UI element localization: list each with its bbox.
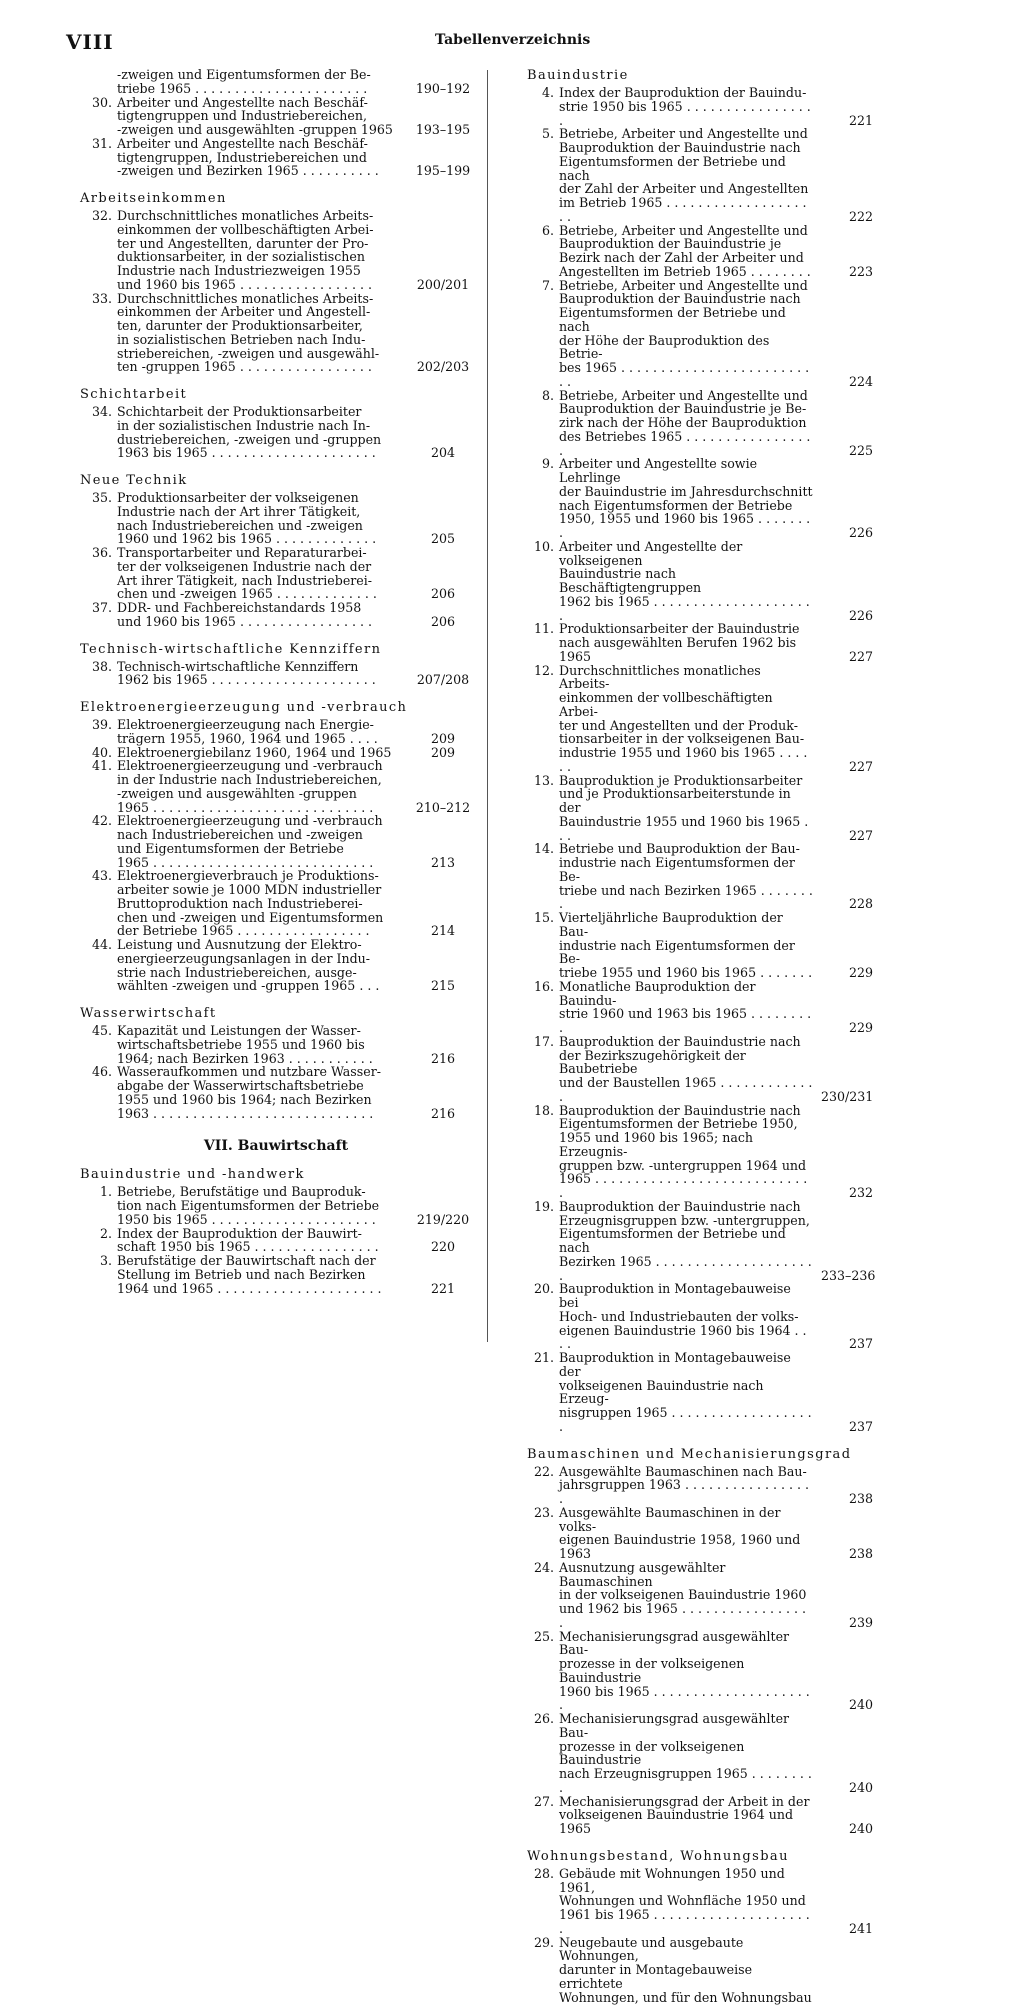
entry-title: Leistung und Ausnutzung der Elektro- energieerzeugungsanlagen in der Indu- strie nach Industriebereichen, ausge- wählten -zweigen und -gruppen 1965 . . . bbox=[117, 937, 380, 994]
section-heading: Elektroenergieerzeugung und -verbrauch bbox=[80, 700, 408, 715]
entry-number: 13. bbox=[533, 772, 554, 788]
entry-page-ref: 209 bbox=[430, 744, 456, 760]
entry-page-ref: 222 bbox=[848, 208, 873, 224]
entry-number: 6. bbox=[541, 222, 554, 238]
entry-page-ref: 237 bbox=[848, 1418, 873, 1434]
entry-title: Bauproduktion der Bauindustrie nach Eigentumsformen der Betriebe 1950, 1955 und 1960 bis 1965; nach Erzeugnis- gruppen bzw. -untergruppen 1964 und 1965 . . . . . . . . . . . . . . . . . . . . . . . . . . . . bbox=[559, 1102, 808, 1200]
entry-page-ref: 238 bbox=[848, 1546, 873, 1561]
entry-number: 4. bbox=[541, 85, 554, 100]
entry-number: 44. bbox=[91, 937, 112, 952]
section-heading: Bauindustrie und -handwerk bbox=[80, 1167, 305, 1183]
toc-entry bbox=[80, 869, 472, 938]
toc-entry bbox=[80, 759, 472, 814]
entry-title: Betriebe und Bauproduktion der Bau- industrie nach Eigentumsformen der Be- triebe und nach Bezirken 1965 . . . . . . . . bbox=[559, 841, 813, 912]
section-heading: Schichtarbeit bbox=[80, 387, 188, 402]
entry-page-ref: 229 bbox=[848, 1020, 873, 1035]
entry-page-ref: 227 bbox=[848, 758, 873, 774]
entry-title: Ausnutzung ausgewählter Baumaschinen in der volkseigenen Bauindustrie 1960 und 1962 bis 1965 . . . . . . . . . . . . . . . . . bbox=[559, 1559, 807, 1630]
entry-page-ref: 241 bbox=[848, 1920, 873, 1936]
toc-entry bbox=[80, 405, 472, 460]
toc-entry bbox=[80, 1185, 472, 1226]
entry-number: 31. bbox=[91, 135, 112, 151]
entry-number: 43. bbox=[91, 868, 112, 884]
entry-number: 38. bbox=[91, 658, 112, 674]
toc-entry bbox=[80, 292, 472, 375]
toc-entry bbox=[527, 540, 877, 623]
entry-page-ref: 228 bbox=[848, 896, 873, 912]
toc-entry bbox=[80, 209, 472, 292]
section-heading: Technisch-wirtschaftliche Kennziffern bbox=[80, 641, 382, 657]
entry-number: 15. bbox=[533, 910, 554, 925]
entry-number: 21. bbox=[533, 1350, 554, 1365]
entry-number: 3. bbox=[99, 1253, 112, 1268]
toc-entry bbox=[527, 1465, 877, 1506]
toc-entry bbox=[80, 68, 472, 96]
section-heading: Arbeitseinkommen bbox=[80, 191, 227, 206]
entry-page-ref: 205 bbox=[430, 531, 456, 547]
section-heading: Wohnungsbestand, Wohnungsbau bbox=[527, 1848, 789, 1864]
entry-number: 37. bbox=[91, 600, 112, 615]
entry-number: 26. bbox=[533, 1711, 554, 1726]
entry-page-ref: 229 bbox=[848, 965, 873, 980]
toc-entry bbox=[527, 1867, 877, 1936]
entry-number: 5. bbox=[541, 126, 554, 142]
entry-page-ref: 209 bbox=[430, 730, 456, 746]
entry-page-ref: 215 bbox=[430, 978, 456, 994]
entry-page-ref: 216 bbox=[430, 1105, 456, 1121]
entry-title: Kapazität und Leistungen der Wasser- wirtschaftsbetriebe 1955 und 1960 bis 1964; nach Bezirken 1963 . . . . . . . . . . . bbox=[117, 1023, 373, 1066]
entry-title: Vierteljährliche Bauproduktion der Bau- industrie nach Eigentumsformen der Be- triebe 1955 und 1960 bis 1965 . . . . . . . bbox=[559, 910, 813, 980]
entry-page-ref: 227 bbox=[848, 827, 873, 843]
entry-page-ref: 232 bbox=[848, 1185, 873, 1200]
entry-number: 19. bbox=[533, 1198, 554, 1214]
entry-title: Arbeiter und Angestellte nach Beschäf- tigtengruppen, Industriebereichen und -zweigen und Bezirken 1965 . . . . . . . . . . bbox=[117, 135, 379, 179]
column-rule bbox=[487, 70, 488, 1342]
toc-entry bbox=[527, 1630, 877, 1713]
entry-title: Durchschnittliches monatliches Arbeits- einkommen der Arbeiter und Angestell- ten, darunter der Produktionsarbeiter, in sozialistischen Betrieben nach Indu- striebereichen, -zweigen und ausgewähl- ten -gruppen 1965 . . . . . . . . . . . . . . . . . bbox=[117, 290, 380, 375]
toc-entry bbox=[527, 664, 877, 774]
toc-entry bbox=[527, 842, 877, 911]
entry-number: 45. bbox=[91, 1023, 112, 1038]
entry-title: Bauproduktion der Bauindustrie nach Erzeugnisgruppen bzw. -untergruppen, Eigentumsformen der Betriebe und nach Bezirken 1965 . . . . . . . . . . . . . . . . . . . . . bbox=[559, 1198, 812, 1283]
entry-number: 10. bbox=[533, 538, 554, 554]
entry-title: Index der Bauproduktion der Bauindu- strie 1950 bis 1965 . . . . . . . . . . . . . . . . . bbox=[559, 85, 811, 128]
entry-title: Bauproduktion in Montagebauweise der volkseigenen Bauindustrie nach Erzeug- nisgruppen 1965 . . . . . . . . . . . . . . . . . . . bbox=[559, 1350, 812, 1434]
toc-entry bbox=[80, 1024, 472, 1065]
entry-title: Technisch-wirtschaftliche Kennziffern 1962 bis 1965 . . . . . . . . . . . . . . . . . . . . . bbox=[117, 658, 376, 688]
entry-title: Bauproduktion in Montagebauweise bei Hoch- und Industriebauten der volks- eigenen Bauindustrie 1960 bis 1964 . . . . bbox=[559, 1281, 807, 1352]
running-head: Tabellenverzeichnis bbox=[435, 32, 591, 48]
entry-page-ref: 233–236 bbox=[821, 1267, 876, 1283]
entry-title: Bauproduktion je Produktionsarbeiter und je Produktionsarbeiterstunde in der Bauindustrie 1955 und 1960 bis 1965 . . . bbox=[559, 772, 809, 843]
entry-title: Transportarbeiter und Reparaturarbei- ter der volkseigenen Industrie nach der Art ihrer Tätigkeit, nach Industrieberei- chen und -zweigen 1965 . . . . . . . . . . . . . bbox=[117, 545, 377, 602]
entry-number: 12. bbox=[533, 662, 554, 678]
entry-number bbox=[80, 68, 117, 96]
entry-number: 11. bbox=[533, 621, 554, 637]
left-column bbox=[80, 68, 472, 1295]
section-heading: Baumaschinen und Mechanisierungsgrad bbox=[527, 1446, 852, 1462]
entry-page-ref: 216 bbox=[430, 1050, 456, 1066]
entry-number: 32. bbox=[91, 208, 112, 223]
entry-title: Ausgewählte Baumaschinen nach Bau- jahrsgruppen 1963 . . . . . . . . . . . . . . . . . bbox=[559, 1463, 810, 1506]
toc-entry bbox=[527, 457, 877, 540]
section-heading: Neue Technik bbox=[80, 473, 188, 488]
entry-title: Gebäude mit Wohnungen 1950 und 1961, Wohnungen und Wohnfläche 1950 und 1961 bis 1965 . . . . . . . . . . . . . . . . . . . . . bbox=[559, 1865, 810, 1936]
entry-title: Index der Bauproduktion der Bauwirt- schaft 1950 bis 1965 . . . . . . . . . . . . . . . . bbox=[117, 1225, 379, 1255]
entry-page-ref: 240 bbox=[848, 1821, 873, 1836]
entry-number: 36. bbox=[91, 545, 112, 560]
entry-page-ref: 220 bbox=[430, 1239, 456, 1255]
entry-page-ref: 224 bbox=[848, 373, 873, 389]
toc-entry bbox=[527, 911, 877, 980]
toc-entry bbox=[80, 1254, 472, 1295]
entry-title: Betriebe, Berufstätige und Bauproduk- tion nach Eigentumsformen der Betriebe 1950 bis 1965 . . . . . . . . . . . . . . . . . . . . . bbox=[117, 1184, 380, 1227]
entry-page-ref: 225 bbox=[848, 442, 873, 458]
entry-title: Elektroenergieverbrauch je Produktions- arbeiter sowie je 1000 MDN industrieller Bruttoproduktion nach Industrieberei- chen und -zweigen und Eigentumsformen der Betriebe 1965 . . . . . . . . . . . . . . . . . bbox=[117, 868, 384, 939]
entry-title: Mechanisierungsgrad ausgewählter Bau- prozesse in der volkseigenen Bauindustrie 1960 bis 1965 . . . . . . . . . . . . . . . . . . . . . bbox=[559, 1628, 810, 1713]
entry-number: 7. bbox=[541, 277, 554, 293]
entry-title: Elektroenergieerzeugung nach Energie- trägern 1955, 1960, 1964 und 1965 . . . . bbox=[117, 717, 378, 746]
entry-number: 28. bbox=[533, 1865, 554, 1881]
entry-number: 29. bbox=[533, 1934, 554, 1950]
entry-page-ref: 206 bbox=[430, 586, 456, 602]
entry-page-ref: 221 bbox=[848, 112, 873, 128]
entry-number: 16. bbox=[533, 978, 554, 994]
entry-page-ref: 213 bbox=[430, 854, 456, 870]
entry-number: 46. bbox=[91, 1064, 112, 1080]
entry-title: Betriebe, Arbeiter und Angestellte und Bauproduktion der Bauindustrie nach Eigentumsformen der Betriebe und nach der Zahl der Arbeiter und Angestellten im Betrieb 1965 . . . . . . . . . . . . . . . . . . . . bbox=[559, 126, 809, 224]
entry-number: 39. bbox=[91, 717, 112, 732]
entry-page-ref: 214 bbox=[430, 923, 456, 939]
toc-entry bbox=[527, 1282, 877, 1351]
entry-title: Mechanisierungsgrad der Arbeit in der volkseigenen Bauindustrie 1964 und 1965 bbox=[559, 1793, 810, 1836]
entry-number: 23. bbox=[533, 1504, 554, 1520]
entry-number: 41. bbox=[91, 758, 112, 774]
entry-title: Elektroenergiebilanz 1960, 1964 und 1965 bbox=[117, 744, 392, 760]
toc-entry bbox=[527, 1795, 877, 1836]
part-heading: VII. Bauwirtschaft bbox=[203, 1138, 349, 1155]
section-heading: Bauindustrie bbox=[527, 68, 629, 83]
entry-title: Arbeiter und Angestellte nach Beschäf- tigtengruppen und Industriebereichen, -zweigen und ausgewählten -gruppen 1965 bbox=[117, 94, 393, 137]
toc-entry bbox=[527, 86, 877, 127]
entry-number: 9. bbox=[541, 456, 554, 472]
entry-title: Berufstätige der Bauwirtschaft nach der Stellung im Betrieb und nach Bezirken 1964 und 1965 . . . . . . . . . . . . . . . . . . . . . bbox=[117, 1253, 382, 1296]
entry-number: 14. bbox=[533, 841, 554, 857]
entry-page-ref: 240 bbox=[848, 1779, 873, 1795]
toc-entry bbox=[80, 938, 472, 993]
toc-entry bbox=[80, 96, 472, 137]
entry-number: 34. bbox=[91, 404, 112, 419]
toc-entry bbox=[80, 718, 472, 746]
entry-number: 25. bbox=[533, 1628, 554, 1644]
entry-page-ref: 227 bbox=[848, 648, 873, 664]
entry-title: Betriebe, Arbeiter und Angestellte und Bauproduktion der Bauindustrie je Be- zirk nach der Höhe der Bauproduktion des Betriebes 1965 . . . . . . . . . . . . . . . . . bbox=[559, 387, 811, 458]
entry-page-ref: 226 bbox=[848, 607, 873, 623]
entry-title: Wasseraufkommen und nutzbare Wasser- abgabe der Wasserwirtschaftsbetriebe 1955 und 1960 bis 1964; nach Bezirken 1963 . . . . . . . . . . . . . . . . . . . . . . . . . . . . bbox=[117, 1064, 381, 1121]
entry-page-ref: 206 bbox=[430, 613, 456, 629]
toc-entry bbox=[80, 1065, 472, 1120]
toc-entry bbox=[527, 1561, 877, 1630]
toc-entry bbox=[80, 1227, 472, 1255]
entry-title: Neugebaute und ausgebaute Wohnungen, darunter in Montagebauweise errichtete Wohnungen, und für den Wohnungsbau bbox=[559, 1934, 812, 2005]
toc-entry bbox=[80, 660, 472, 688]
entry-title: Elektroenergieerzeugung und -verbrauch in der Industrie nach Industriebereichen, -zweigen und ausgewählten -gruppen 1965 . . . . . . . . . . . . . . . . . . . . . . . . . . . . bbox=[117, 758, 383, 815]
entry-page-ref: 202/203 bbox=[416, 359, 470, 375]
entry-title: Ausgewählte Baumaschinen in der volks- eigenen Bauindustrie 1958, 1960 und 1963 bbox=[559, 1504, 801, 1561]
entry-number: 33. bbox=[91, 290, 112, 306]
entry-page-ref: 238 bbox=[848, 1491, 873, 1506]
entry-page-ref: 210–212 bbox=[415, 799, 471, 815]
entry-number: 20. bbox=[533, 1281, 554, 1297]
entry-number: 18. bbox=[533, 1102, 554, 1118]
toc-entry bbox=[527, 622, 877, 663]
entry-title: DDR- und Fachbereichstandards 1958 und 1960 bis 1965 . . . . . . . . . . . . . . . . . bbox=[117, 600, 373, 629]
entry-title: Elektroenergieerzeugung und -verbrauch nach Industriebereichen und -zweigen und Eigentumsformen der Betriebe 1965 . . . . . . . . . . . . . . . . . . . . . . . . . . . . bbox=[117, 813, 383, 870]
entry-number: 8. bbox=[541, 387, 554, 403]
toc-entry bbox=[80, 491, 472, 546]
page-number: VIII bbox=[66, 30, 114, 54]
toc-entry bbox=[80, 137, 472, 178]
entry-page-ref: 237 bbox=[848, 1336, 873, 1352]
section-heading: Wasserwirtschaft bbox=[80, 1006, 217, 1021]
entry-number: 42. bbox=[91, 813, 112, 829]
toc-entry bbox=[527, 224, 877, 279]
entry-page-ref: 204 bbox=[430, 445, 456, 461]
entry-page-ref: 240 bbox=[848, 1697, 873, 1713]
entry-number: 35. bbox=[91, 490, 112, 505]
toc-entry bbox=[80, 546, 472, 601]
toc-entry bbox=[527, 279, 877, 389]
entry-number: 40. bbox=[91, 744, 112, 760]
toc-entry bbox=[527, 1035, 877, 1104]
entry-title: Schichtarbeit der Produktionsarbeiter in der sozialistischen Industrie nach In- dustriebereichen, -zweigen und -gruppen 1963 bis 1965 . . . . . . . . . . . . . . . . . . . . . bbox=[117, 404, 382, 461]
entry-title: Bauproduktion der Bauindustrie nach der Bezirkszugehörigkeit der Baubetriebe und der Baustellen 1965 . . . . . . . . . . . . . bbox=[559, 1033, 813, 1104]
toc-entry bbox=[80, 814, 472, 869]
entry-title: Produktionsarbeiter der volkseigenen Industrie nach der Art ihrer Tätigkeit, nach Industriebereichen und -zweigen 1960 und 1962 bis 1965 . . . . . . . . . . . . . bbox=[117, 490, 377, 547]
entry-title: Durchschnittliches monatliches Arbeits- einkommen der vollbeschäftigten Arbei- ter und Angestellten, darunter der Pro- duktionsarbeiter, in der sozialistischen Industrie nach Industriezweigen 1955 und 1960 bis 1965 . . . . . . . . . . . . . . . . . bbox=[117, 208, 374, 292]
toc-entry bbox=[527, 389, 877, 458]
entry-page-ref: 193–195 bbox=[415, 122, 471, 137]
toc-entry bbox=[527, 1506, 877, 1561]
toc-entry bbox=[527, 1936, 877, 2005]
entry-number: 24. bbox=[533, 1559, 554, 1575]
entry-title: Betriebe, Arbeiter und Angestellte und Bauproduktion der Bauindustrie je Bezirk nach der Zahl der Arbeiter und Angestellten im Betrieb 1965 . . . . . . . . bbox=[559, 222, 811, 279]
toc-entry bbox=[527, 1104, 877, 1200]
entry-page-ref: 207/208 bbox=[416, 672, 470, 688]
entry-title: Durchschnittliches monatliches Arbeits- einkommen der vollbeschäftigten Arbei- ter und Angestellten und der Produk- tionsarbeiter in der volkseigenen Bau- industrie 1955 und 1960 bis 1965 . . . . . . bbox=[559, 662, 808, 774]
entry-title: Arbeiter und Angestellte sowie Lehrlinge der Bauindustrie im Jahresdurchschnitt nach Eigentumsformen der Betriebe 1950, 1955 und 1960 bis 1965 . . . . . . . . bbox=[559, 456, 813, 540]
toc-entry bbox=[527, 1712, 877, 1795]
toc-entry bbox=[527, 1200, 877, 1283]
entry-page-ref: 239 bbox=[848, 1614, 873, 1630]
toc-entry bbox=[527, 774, 877, 843]
entry-number: 2. bbox=[99, 1225, 112, 1241]
toc-entry bbox=[527, 980, 877, 1035]
entry-title: Produktionsarbeiter der Bauindustrie nach ausgewählten Berufen 1962 bis 1965 bbox=[559, 621, 800, 664]
entry-page-ref: 230/231 bbox=[821, 1088, 874, 1104]
entry-number: 30. bbox=[91, 94, 112, 110]
toc-entry bbox=[527, 1351, 877, 1434]
entry-number: 22. bbox=[533, 1463, 554, 1479]
entry-title: Betriebe, Arbeiter und Angestellte und Bauproduktion der Bauindustrie nach Eigentumsformen der Betriebe und nach der Höhe der Bauproduktion des Betrie- bes 1965 . . . . . . . . . . . . . . . . . . . . . . . . . . bbox=[559, 277, 810, 389]
entry-title: -zweigen und Eigentumsformen der Be- triebe 1965 . . . . . . . . . . . . . . . . . . . . . . bbox=[117, 67, 371, 96]
entry-page-ref: 221 bbox=[430, 1280, 456, 1296]
entry-title: Monatliche Bauproduktion der Bauindu- strie 1960 und 1963 bis 1965 . . . . . . . . . bbox=[559, 978, 812, 1035]
entry-page-ref: 223 bbox=[848, 263, 873, 279]
entry-number: 1. bbox=[99, 1184, 112, 1200]
right-column bbox=[527, 68, 877, 2004]
entry-number: 27. bbox=[533, 1793, 554, 1809]
entry-title: Mechanisierungsgrad ausgewählter Bau- prozesse in der volkseigenen Bauindustrie nach Erzeugnisgruppen 1965 . . . . . . . . . bbox=[559, 1711, 812, 1795]
entry-title: Arbeiter und Angestellte der volkseigenen Bauindustrie nach Beschäftigtengruppen 1962 bis 1965 . . . . . . . . . . . . . . . . . . . . . bbox=[559, 538, 810, 623]
toc-entry bbox=[80, 746, 472, 760]
entry-page-ref: 200/201 bbox=[416, 276, 470, 292]
entry-page-ref: 195–199 bbox=[415, 163, 471, 179]
toc-entry bbox=[80, 601, 472, 629]
entry-number: 17. bbox=[533, 1033, 554, 1049]
entry-page-ref: 219/220 bbox=[416, 1211, 470, 1227]
entry-page-ref: 226 bbox=[848, 525, 873, 540]
entry-page-ref: 190–192 bbox=[415, 80, 471, 96]
toc-entry bbox=[527, 127, 877, 223]
